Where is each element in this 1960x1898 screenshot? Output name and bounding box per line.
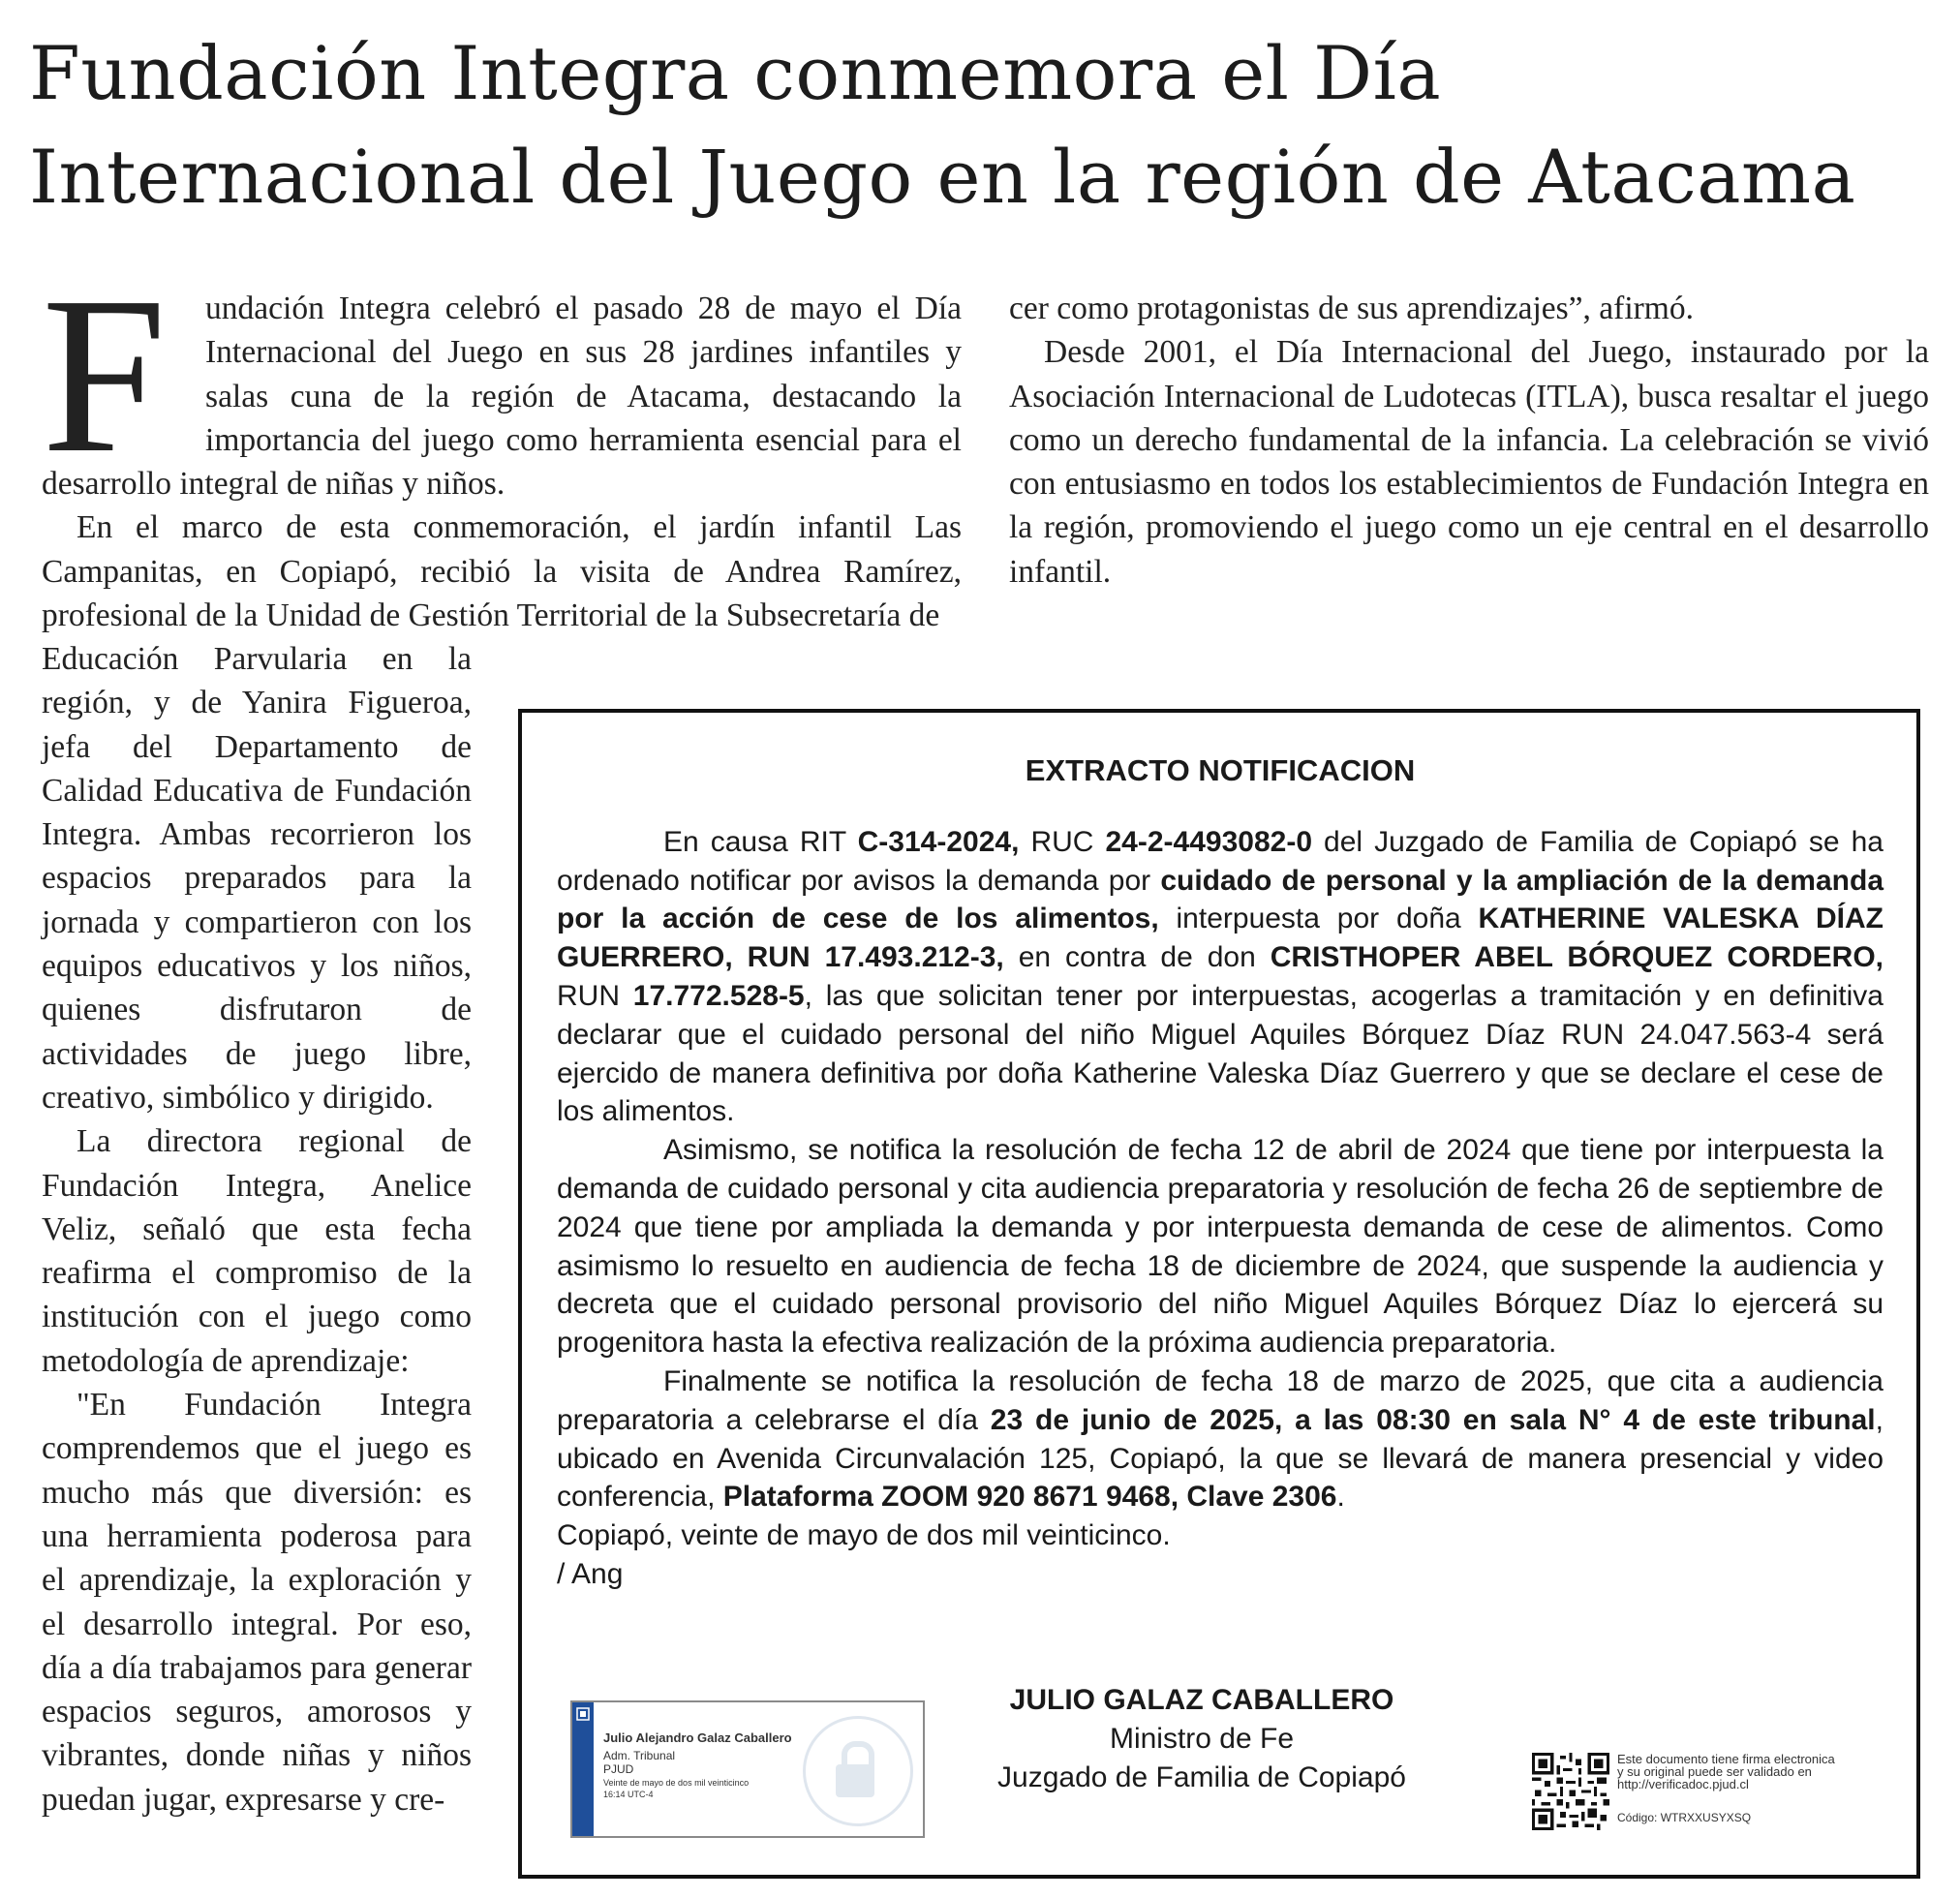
notice-text: En causa RIT	[663, 825, 858, 858]
article-column-1	[42, 251, 962, 637]
verification-text	[1617, 1753, 1898, 1824]
notice-text: .	[1336, 1481, 1345, 1514]
verify-url: http://verificadoc.pjud.cl	[1617, 1777, 1749, 1791]
article-paragraph-3: La directora regional de Fundación Integra, Anelice Veliz, señaló que esta fecha reafirma el compromiso de la institución con el juego como metodología de aprendizaje:	[42, 1123, 472, 1379]
stamp-date: Veinte de mayo de dos mil veinticinco	[603, 1778, 750, 1788]
headline-line-2: Internacional del Juego en la región de Atacama	[29, 134, 1856, 220]
notice-paragraph-2: Asimismo, se notifica la resolución de fecha 12 de abril de 2024 que tiene por interpuesta la demanda de cuidado personal y cita audiencia preparatoria y resolución de fecha 26 de septiembre de 2024 que tiene por ampliada la demanda y por interpuesta demanda de cese de alimentos. Como asimismo lo resuelto en audiencia de fecha 18 de diciembre de 2024, que suspende la audiencia y decreta que el cuidado personal provisorio del niño Miguel Aquiles Bórquez Díaz lo ejercerá su progenitora hasta la efectiva realización de la próxima audiencia preparatoria.	[557, 1134, 1883, 1360]
pjud-logo-icon	[575, 1706, 591, 1724]
zoom-info: Plataforma ZOOM 920 8671 9468, Clave 2306	[722, 1481, 1337, 1514]
defendant: CRISTHOPER ABEL BÓRQUEZ CORDERO,	[1270, 941, 1883, 974]
notice-paragraph-3	[557, 1362, 1883, 1516]
electronic-signature-stamp	[570, 1700, 925, 1838]
demand-type: cuidado de personal y la ampliación de la demanda por la acción de cese de los alimentos,	[557, 864, 1883, 935]
notice-text: en contra de don	[1003, 941, 1271, 974]
notice-initials: / Ang	[557, 1557, 624, 1590]
case-rit: C-314-2024,	[857, 825, 1020, 858]
notice-text: del Juzgado de Familia de Copiapó se ha ordenado notificar por avisos la demanda por	[557, 825, 1883, 897]
article-column-2	[1009, 287, 1929, 594]
qr-code-icon	[1532, 1753, 1609, 1830]
signature-role: Ministro de Fe	[1109, 1723, 1295, 1755]
article-paragraph-2-continued: Educación Parvularia en la región, y de Yanira Figueroa, jefa del Departamento de Calidad Educativa de Fundación Integra. Ambas recorrieron los espacios preparados para la jornada y compartieron con los equipos educativos y los niños, quienes disfrutaron de actividades de juego libre, creativo, simbólico y dirigido.	[42, 641, 472, 1116]
drop-cap: F	[42, 251, 168, 500]
stamp-signer-title: Adm. Tribunal	[603, 1749, 676, 1762]
legal-notice-body	[557, 751, 1883, 1594]
article-paragraph-4: "En Fundación Integra comprendemos que el juego es mucho más que diversión: es una herramienta poderosa para el aprendizaje, la exploración y el desarrollo integral. Por eso, día a día trabajamos para generar espacios seguros, amorosos y vibrantes, donde niñas y niños puedan jugar, expresarse y cre-	[42, 1387, 472, 1818]
plaintiff: KATHERINE VALESKA DÍAZ GUERRERO, RUN 17.493.212-3,	[557, 903, 1883, 974]
notice-text: , ubicado en Avenida Circunvalación 125, Copiapó, la que se llevará de manera presencial y video conferencia,	[557, 1403, 1883, 1514]
hearing-date: 23 de junio de 2025, a las 08:30 en sala N° 4 de este tribunal	[990, 1403, 1876, 1436]
stamp-time: 16:14 UTC-4	[603, 1790, 654, 1799]
headline	[29, 21, 1937, 229]
stamp-signer-name: Julio Alejandro Galaz Caballero	[603, 1730, 792, 1745]
notice-text: RUN	[557, 979, 633, 1012]
verify-line-2: y su original puede ser validado en	[1617, 1764, 1812, 1779]
notice-title: EXTRACTO NOTIFICACION	[1025, 753, 1416, 787]
article-paragraph-2: En el marco de esta conmemoración, el jardín infantil Las Campanitas, en Copiapó, recibió la visita de Andrea Ramírez, profesional de la Unidad de Gestión Territorial de la Subsecretaría de	[42, 509, 962, 634]
notice-text: interpuesta por doña	[1158, 903, 1479, 935]
defendant-run: 17.772.528-5	[632, 979, 805, 1012]
article-paragraph-4-continued: cer como protagonistas de sus aprendizajes”, afirmó.	[1009, 291, 1694, 326]
notice-text: Finalmente se notifica la resolución de fecha 18 de marzo de 2025, que cita a audiencia preparatoria a celebrarse el día	[557, 1364, 1883, 1436]
notice-text: , las que solicitan tener por interpuestas, acogerlas a tramitación y en definitiva declarar que el cuidado personal del niño Miguel Aquiles Bórquez Díaz RUN 24.047.563-4 será ejercido de manera definitiva por doña Katherine Valeska Díaz Guerrero y que se declare el cese de los alimentos.	[557, 979, 1883, 1128]
signature-court: Juzgado de Familia de Copiapó	[997, 1761, 1406, 1793]
article-column-1-narrow	[42, 637, 472, 1821]
case-ruc: 24-2-4493082-0	[1105, 825, 1313, 858]
signature-name: JULIO GALAZ CABALLERO	[1009, 1684, 1394, 1716]
verify-line-1: Este documento tiene firma electronica	[1617, 1752, 1835, 1766]
notice-date-line: Copiapó, veinte de mayo de dos mil veinticinco.	[557, 1519, 1171, 1552]
headline-line-1: Fundación Integra conmemora el Día	[29, 30, 1442, 116]
article-paragraph-5: Desde 2001, el Día Internacional del Juego, instaurado por la Asociación Internacional de Ludotecas (ITLA), busca resaltar el juego como un derecho fundamental de la infancia. La celebración se vivió con entusiasmo en todos los establecimientos de Fundación Integra en la región, promoviendo el juego como un eje central en el desarrollo infantil.	[1009, 334, 1929, 590]
article-paragraph-1: undación Integra celebró el pasado 28 de mayo el Día Internacional del Juego en sus 28 jardines infantiles y salas cuna de la región de Atacama, destacando la importancia del juego como herramienta esencial para el desarrollo integral de niñas y niños.	[42, 291, 962, 503]
signature-block	[960, 1681, 1444, 1797]
legal-notice-box	[518, 709, 1920, 1879]
stamp-org: PJUD	[603, 1762, 634, 1776]
stamp-sidebar	[572, 1702, 594, 1836]
notice-text: RUC	[1019, 825, 1106, 858]
stamp-text	[603, 1731, 792, 1799]
notice-paragraph-1	[557, 823, 1883, 1131]
verify-code: Código: WTRXXUSYXSQ	[1617, 1811, 1752, 1824]
